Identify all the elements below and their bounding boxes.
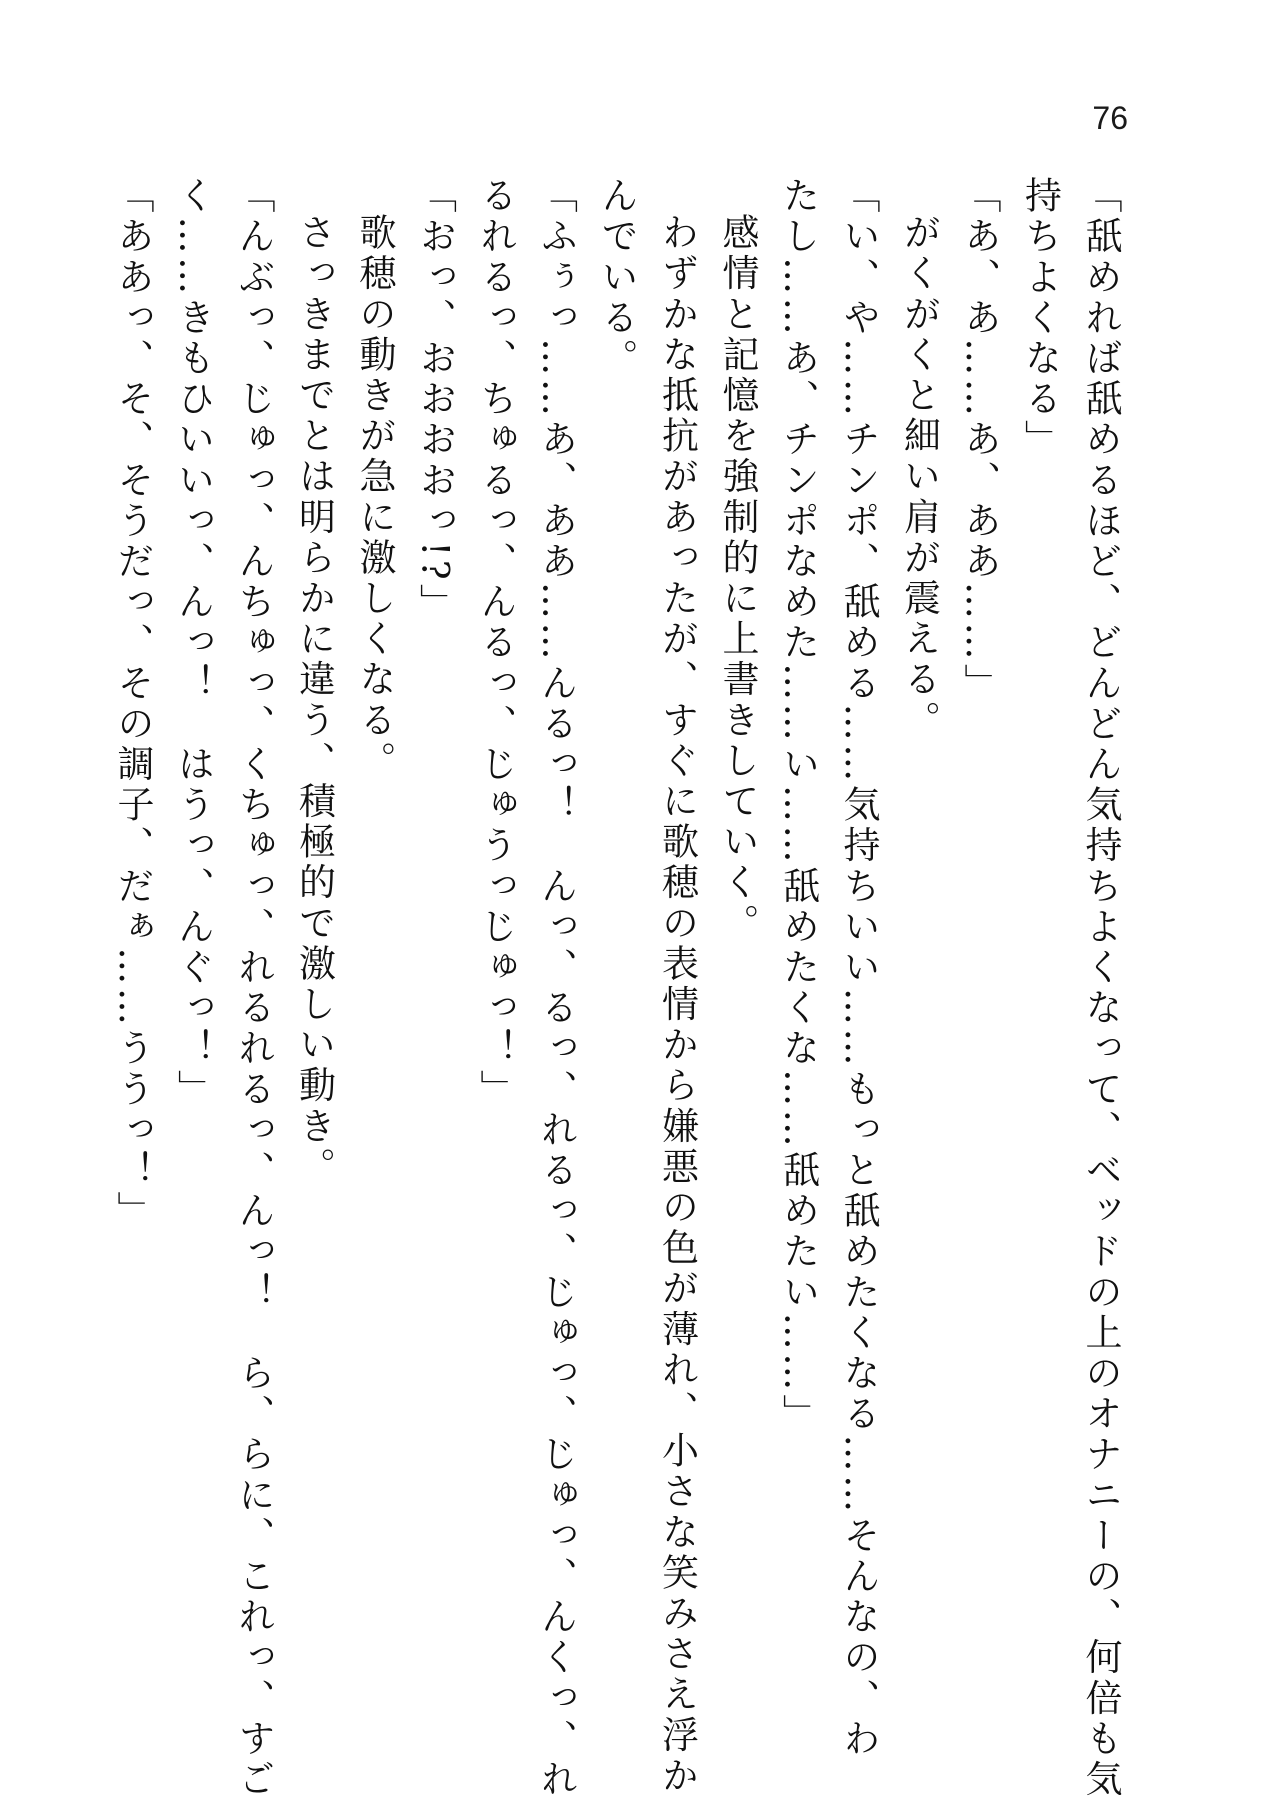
text-line: さっきまでとは明らかに違う、積極的で激しい動き。 bbox=[292, 213, 336, 1188]
text-line: く……きもひいいっ、んっ！ はうっ、んぐっ！」 bbox=[171, 176, 215, 1110]
text-line: 感情と記憶を強制的に上書きしていく。 bbox=[716, 213, 759, 944]
vertical-text-body bbox=[102, 176, 1131, 1800]
text-line: 「あ、あ……あ、ああ……」 bbox=[958, 176, 1001, 704]
text-line: 「ああっ、そ、そうだっ、その調子、だぁ……ううっ！」 bbox=[111, 176, 154, 1232]
text-line: 「ふぅっ……あ、ああ……んるっ！ んっ、るっ、れるっ、じゅっ、じゅっ、んくっ、れ bbox=[534, 176, 578, 1800]
text-line: 持ちよくなる」 bbox=[1018, 176, 1062, 461]
text-line: わずかな抵抗があったが、すぐに歌穂の表情から嫌悪の色が薄れ、小さな笑みさえ浮か bbox=[655, 213, 699, 1797]
text-line: たし……あ、チンポなめた……い……舐めたくな……舐めたい……」 bbox=[776, 176, 820, 1435]
text-line: んでいる。 bbox=[595, 176, 638, 379]
text-line: るれるっ、ちゅるっ、んるっ、じゅうっじゅっ！」 bbox=[474, 176, 517, 1110]
text-line: 「おっ、おおおおっ!?」 bbox=[413, 176, 457, 624]
text-line: 「んぶっ、じゅっ、んちゅっ、くちゅっ、れるれるっ、んっ！ ら、らに、これっ、すご bbox=[232, 176, 275, 1800]
page-number: 76 bbox=[1092, 100, 1128, 136]
text-line: 「い、や……チンポ、舐める……気持ちいい……もっと舐めたくなる……そんなの、わ bbox=[837, 176, 880, 1760]
text-line: 「舐めれば舐めるほど、どんどん気持ちよくなって、ベッドの上のオナニーの、何倍も気 bbox=[1079, 176, 1122, 1800]
text-line: 歌穂の動きが急に激しくなる。 bbox=[353, 213, 396, 782]
text-line: がくがくと細い肩が震える。 bbox=[897, 213, 941, 741]
